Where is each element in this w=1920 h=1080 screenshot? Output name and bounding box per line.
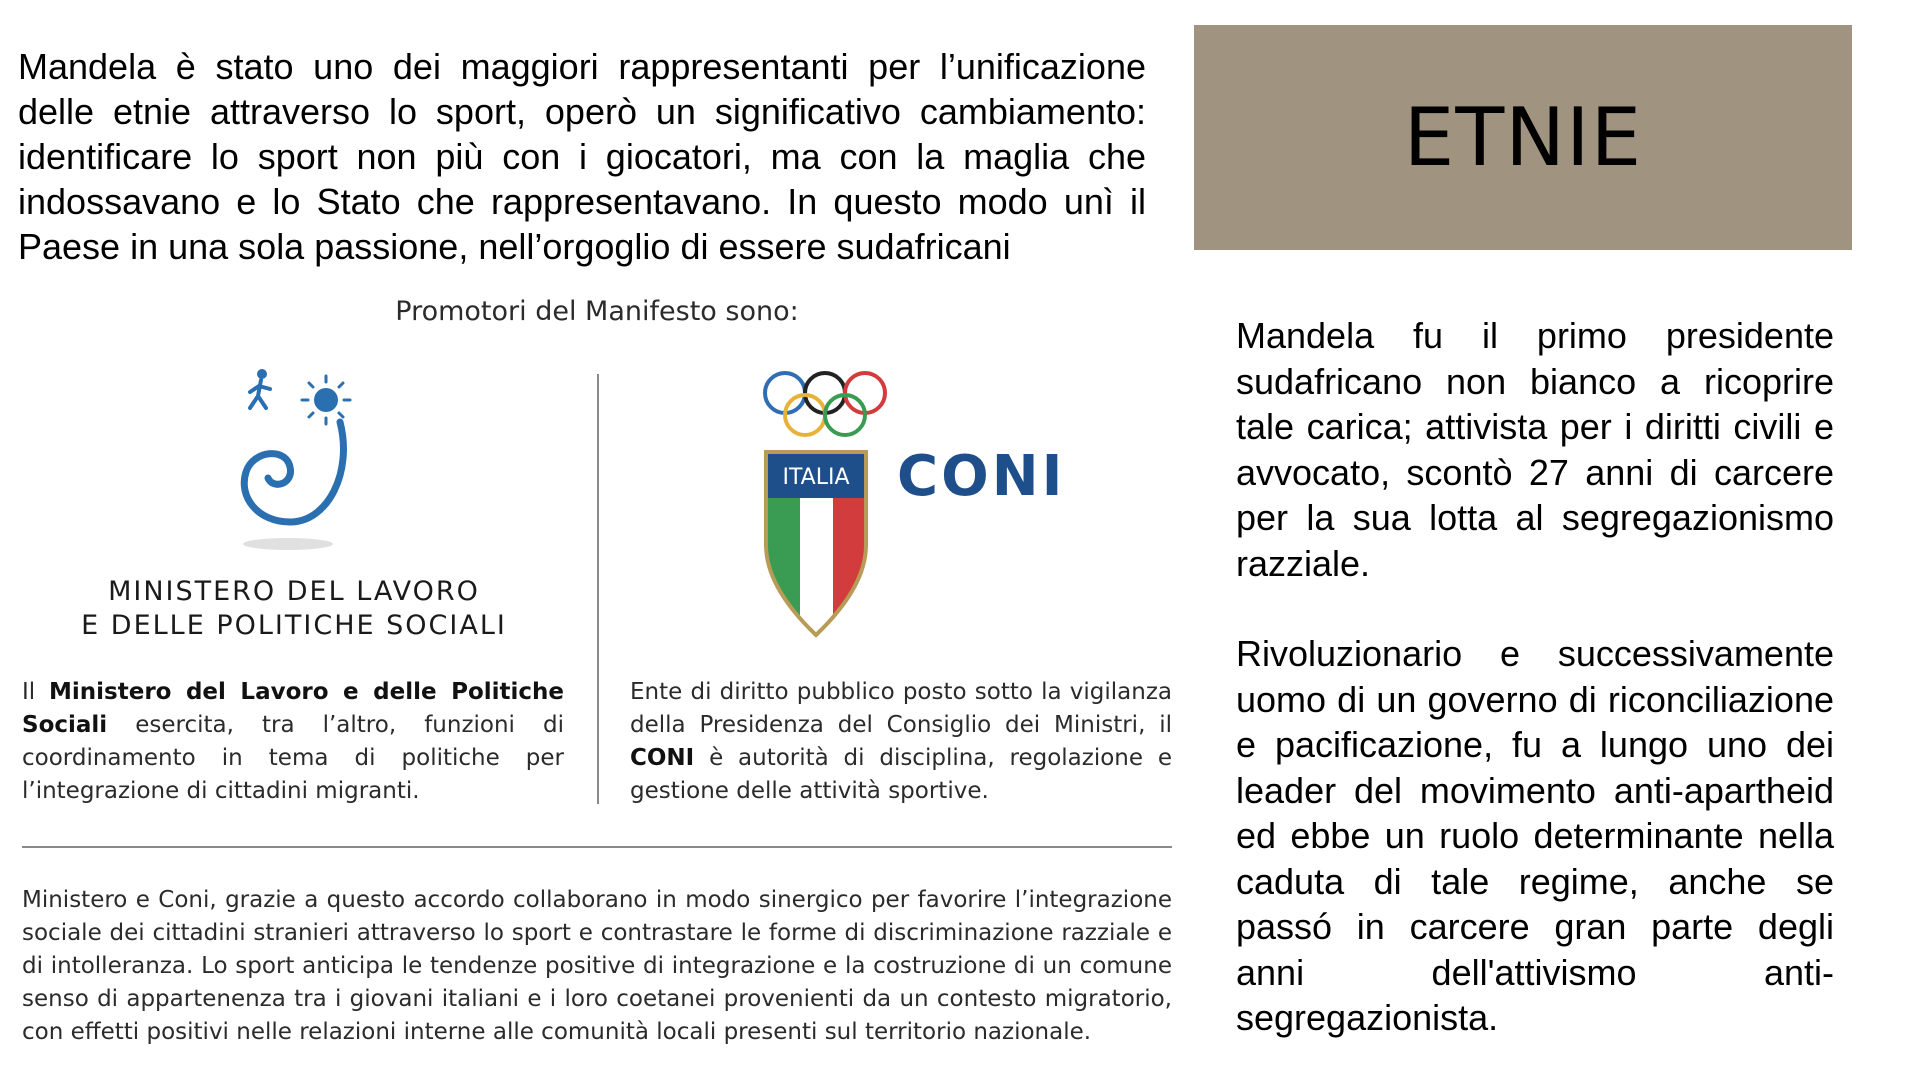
ministry-name-line2: E DELLE POLITICHE SOCIALI bbox=[81, 610, 507, 641]
ministry-name-line1: MINISTERO DEL LAVORO bbox=[108, 576, 480, 607]
slide-title: ETNIE bbox=[1403, 91, 1643, 184]
ministry-desc-bold: Ministero del Lavoro e delle Politiche Sociali bbox=[22, 679, 564, 738]
title-box bbox=[1194, 25, 1852, 250]
horizontal-divider bbox=[22, 846, 1172, 848]
coni-description bbox=[630, 676, 1172, 808]
ministry-desc-rest: esercita, tra l’altro, funzioni di coordinamento in tema di politiche per l’integrazione di cittadini migranti. bbox=[22, 712, 564, 804]
coni-wordmark: CONI bbox=[897, 444, 1066, 509]
manifesto-heading: Promotori del Manifesto sono: bbox=[395, 296, 799, 327]
vertical-divider bbox=[597, 374, 599, 804]
ministry-name bbox=[60, 575, 528, 643]
coni-desc-after: è autorità di disciplina, regolazione e gestione delle attività sportive. bbox=[630, 745, 1172, 804]
coni-desc-before: Ente di diritto pubblico posto sotto la vigilanza della Presidenza del Consiglio dei Ministri, il bbox=[630, 679, 1172, 738]
intro-paragraph: Mandela è stato uno dei maggiori rappresentanti per l’unificazione delle etnie attraverso lo sport, operò un significativo cambiamento: identificare lo sport non più con i giocatori, ma con la maglia che indossavano e lo Stato che rappresentavano. In questo modo unì il Paese in una sola passione, nell’orgoglio di essere sudafricani bbox=[18, 46, 1146, 267]
ministry-description bbox=[22, 676, 564, 808]
coni-desc-bold: CONI bbox=[630, 745, 695, 771]
agreement-paragraph: Ministero e Coni, grazie a questo accordo collaborano in modo sinergico per favorire l’integrazione sociale dei cittadini stranieri attraverso lo sport e contrastare le forme di discriminazione razziale e di intolleranza. Lo sport anticipa le tendenze positive di integrazione e la costruzione di un comune senso di appartenenza tra i giovani italiani e i loro coetanei provenienti da un contesto migratorio, con effetti positivi nelle relazioni interne alle comunità locali presenti sul territorio nazionale. bbox=[22, 887, 1172, 1045]
olympic-rings-icon bbox=[765, 373, 885, 435]
ministry-desc-prefix: Il bbox=[22, 679, 36, 705]
ministry-spiral-logo-icon bbox=[228, 362, 368, 552]
mandela-activism-paragraph: Rivoluzionario e successivamente uomo di un governo di riconciliazione e pacificazione, fu a lungo uno dei leader del movimento anti-apartheid ed ebbe un ruolo determinante nella caduta di tale regime, anche se passó in carcere gran parte degli anni dell'attivismo anti-segregazionista. bbox=[1236, 633, 1834, 1038]
coni-shield-label: ITALIA bbox=[782, 465, 850, 490]
mandela-bio-paragraph: Mandela fu il primo presidente sudafricano non bianco a ricoprire tale carica; attivista per i diritti civili e avvocato, scontò 27 anni di carcere per la sua lotta al segregazionismo razziale. bbox=[1236, 315, 1834, 584]
